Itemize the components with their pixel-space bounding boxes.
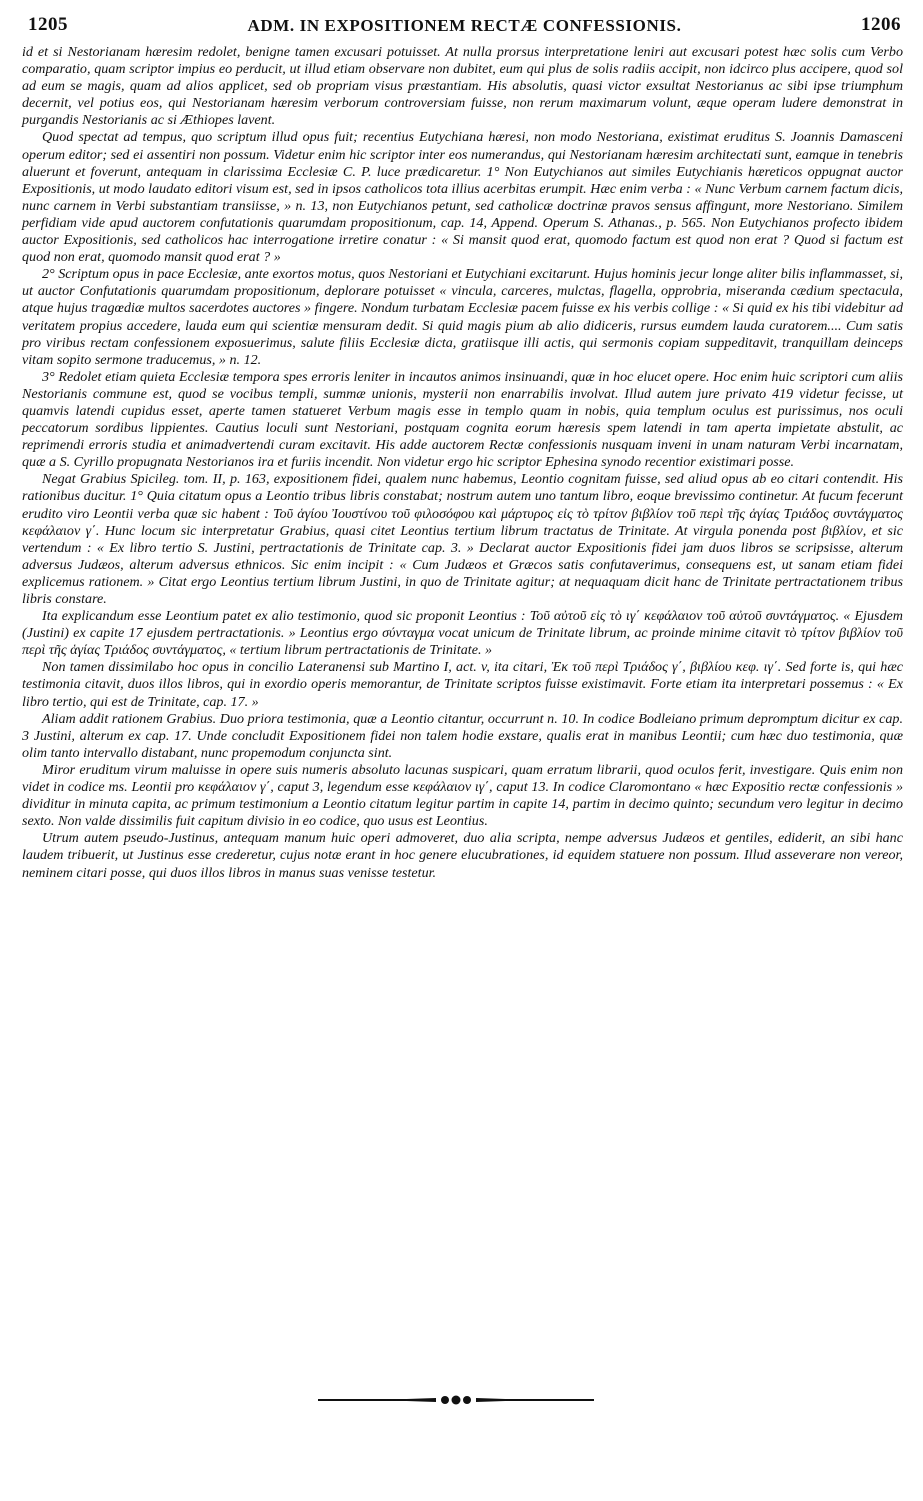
paragraph: Negat Grabius Spicileg. tom. II, p. 163, expositionem fidei, qualem nunc habemus, Leontio cognitam fuisse, sed aliud opus ab eo citari contendit. His rationibus ducitur. 1° Quia citatum opus a Leontio tribus libris constabat; nostrum autem uno tantum libro, eoque brevissimo continetur. At fucum fecerunt erudito viro Leontii verba quæ sic habent : Τοῦ ἁγίου Ἰουστίνου τοῦ φιλοσόφου καὶ μάρτυρος εἰς τὸ τρίτον βιβλίον τοῦ περὶ τῆς ἁγίας Τριάδος συντάγματος κεφάλαιον γ΄. Hunc locum sic interpretatur Grabius, quasi citet Leontius tertium librum tractatus de Trinitate. At virgula ponenda post βιβλίον, et sic vertendum : « Ex libro tertio S. Justini, pertractationis de Trinitate cap. 3. » Declarat auctor Expositionis fidei jam duos libros se scripsisse, alterum adversus Judæos, alterum adversus ethnicos. Sic enim incipit : « Cum Judæos et Græcos satis confutaverimus, consequens est, ut sanam etiam fidei explicemus rationem. » Citat ergo Leontius tertium librum Justini, in quo de Trinitate agitur; at nequaquam dicit hanc de Trinitate pertractationem tribus libris constare. [22,471,903,607]
paragraph: 2° Scriptum opus in pace Ecclesiæ, ante exortos motus, quos Nestoriani et Eutychiani excitarunt. Hujus hominis jecur longe aliter bilis inflammasset, si, ut auctor Confutationis quarumdam propositionum, deplorare potuisset « vincula, carceres, mulctas, flagella, opprobria, miseranda cædium spectacula, atque hujus tragœdiæ multos sacerdotes auctores » fingere. Nondum turbatam Ecclesiæ pacem fuisse ex his verbis collige : « Si quid ex his tibi videbitur ad veritatem propius accedere, lauda eum qui scientiæ mensuram dedit. Si quid magis pium ab alio didiceris, rursus eumdem lauda curatorem.... Cum satis pro viribus rectam confessionem exposuerimus, salute filiis Ecclesiæ dicta, gratiisque illi actis, qui sermonis copiam suppeditavit, tranquillam deinceps vitam sopito sermone traducemus, » n. 12. [22,266,903,368]
paragraph: id et si Nestorianam hæresim redolet, benigne tamen excusari potuisset. At nulla prorsus interpretatione leniri aut excusari potest hæc solis cum Verbo comparatio, quam scriptor impius eo perducit, ut illud etiam observare non dubitet, eum qui plus de solis radiis accipit, non idcirco plus accipere, quod sol ad eum se magis, quam ad alios applicet, sed ob propriam visus præstantiam. His absolutis, quasi victor exsultat Nestorianus ac sibi ipse triumphum decernit, vel potius eos, qui Nestorianam hæresim verborum controversiam fuisse, non rerum maximarum volunt, æque operam ludere demonstrat in purgandis Nestorianis ac si Æthiopes lavent. [22,44,903,129]
running-title: ADM. IN EXPOSITIONEM RECTÆ CONFESSIONIS. [247,16,682,35]
paragraph: Aliam addit rationem Grabius. Duo priora testimonia, quæ a Leontio citantur, occurrunt n. 10. In codice Bodleiano primum depromptum dicitur ex cap. 3 Justini, alterum ex cap. 17. Unde concludit Expositionem fidei non talem hodie exstare, qualis erat in manibus Leontii; cum hæc duo testimonia, quæ olim tanto intervallo distabant, nunc propemodum conjuncta sint. [22,710,903,761]
paragraph: Miror eruditum virum maluisse in opere suis numeris absoluto lacunas suspicari, quam erratum librarii, quod oculos ferit, investigare. Quis enim non videt in codice ms. Leontii pro κεφάλαιον γ΄, caput 3, legendum esse κεφάλαιον ιγ΄, caput 13. In codice Claromontano « hæc Expositio rectæ confessionis » dividitur in minuta capita, ac primum testimonium a Leontio citatum legitur partim in capite 14, partim in decimo quinto; secundum vero legitur in decimo sexto. Non valde dissimilis fuit capitum divisio in eo codice, quo usus est Leontius. [22,761,903,830]
paragraph: Utrum autem pseudo-Justinus, antequam manum huic operi admoveret, duo alia scripta, nempe adversus Judæos et gentiles, ediderit, an sibi hanc laudem tribuerit, ut Justinus esse crederetur, cujus notæ erant in hoc genere elucubrationes, id equidem statuere non possum. Illud asseverare non vereor, neminem citari posse, qui duos illos libros in manus suas venisse testetur. [22,830,903,881]
paragraph: Ita explicandum esse Leontium patet ex alio testimonio, quod sic proponit Leontius : Τοῦ αὐτοῦ εἰς τὸ ιγ΄ κεφάλαιον τοῦ αὐτοῦ συντάγματος. « Ejusdem (Justini) ex capite 17 ejusdem pertractationis. » Leontius ergo σύνταγμα vocat unicum de Trinitate librum, ac proinde minime citavit τὸ τρίτον βιβλίον τοῦ περὶ τῆς ἁγίας Τριάδος συντάγματος, « tertium librum pertractationis de Trinitate. » [22,608,903,659]
end-ornament [318,1392,594,1408]
page-header [28,14,901,44]
column-number-left: 1205 [28,14,68,35]
paragraph: Non tamen dissimilabo hoc opus in concilio Lateranensi sub Martino I, act. v, ita citari, Ἐκ τοῦ περὶ Τριάδος γ΄, βιβλίου κεφ. ιγ΄. Sed forte is, qui hæc testimonia citavit, duos illos libros, qui in exordio operis memorantur, de Trinitate scriptos fuisse existimavit. Forte etiam ita interpretari possemus : « Ex libro tertio, qui est de Trinitate, cap. 17. » [22,659,903,710]
column-number-right: 1206 [861,14,901,35]
paragraph: Quod spectat ad tempus, quo scriptum illud opus fuit; recentius Eutychiana hæresi, non modo Nestoriana, existimat eruditus S. Joannis Damasceni operum editor; sed ei assentiri non possum. Videtur enim hic scriptor inter eos numerandus, qui Nestorianam hæresim architectati sunt, eamque in tenebris aluerunt et foverunt, antequam in clarissima Ecclesiæ C. P. luce prædicaretur. 1° Non Eutychianos aut similes Eutychianis hæreticos oppugnat auctor Expositionis, ut modo laudato editori visum est, sed in ipsos catholicos tota illius acerbitas erumpit. Hæc enim verba : « Nunc Verbum carnem factum dicis, nunc carnem in Verbi substantiam transiisse, » n. 13, non Eutychianos petunt, sed catholicæ doctrinæ pravos sensus affingunt, more Nestoriano. Similem perfidiam vide apud auctorem confutationis quarumdam propositionum, cap. 14, Append. Operum S. Athanas., p. 565. Non Eutychianos profecto ibidem auctor Expositionis, sed catholicos hac interrogatione irretire conatur : « Si mansit quod erat, quomodo factum est quod non erat ? Quod si factum est quod non erat, quomodo mansit quod erat ? » [22,129,903,266]
body-text [22,44,903,882]
paragraph: 3° Redolet etiam quieta Ecclesiæ tempora spes erroris leniter in incautos animos insinuandi, quæ in hoc elucet opere. Hoc enim huic scriptori cum aliis Nestorianis commune est, quod se vocibus templi, summæ unionis, mysterii non enarrabilis involvat. Illud autem jure privato 419 videtur fecisse, ut quamvis latendi cupidus esset, aperte tamen statueret Verbum magis esse in templo quam in nobis, quia templum oculus est purissimus, nos oculi peccatorum sordibus lippientes. Cautius loculi sunt Nestoriani, postquam cognita eorum hæresis spem latendi in tam aperta impietate abstulit, ac reprimendi erroris studia et animadvertendi curam excitavit. His adde auctorem Rectæ confessionis nusquam inveni in unam naturam Verbi incarnatam, quæ a S. Cyrillo propugnata Nestorianos ira et furiis incendit. Non videtur ergo hic scriptor Ephesina synodo recentior existimari posse. [22,368,903,471]
